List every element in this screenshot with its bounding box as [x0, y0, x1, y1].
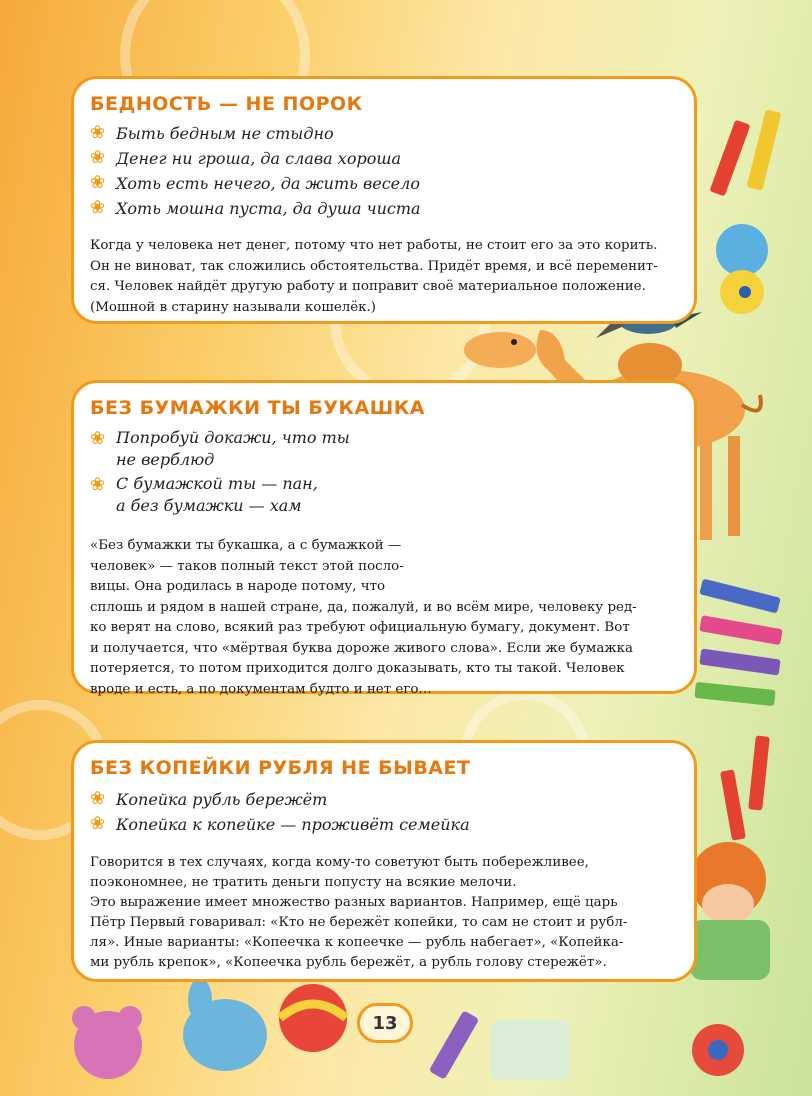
flower-icon: ❀ [90, 813, 106, 834]
proverb-list [90, 427, 676, 517]
section-title: БЕДНОСТЬ — НЕ ПОРОК [90, 93, 363, 115]
markers-illustration [429, 1010, 570, 1080]
proverb-list [90, 787, 676, 837]
proverb-item: ❀ Денег ни гроша, да слава хороша [90, 147, 402, 168]
toy-dog-illustration [183, 978, 267, 1071]
flower-icon: ❀ [90, 147, 106, 168]
explanation-text: Говорится в тех случаях, когда кому-то советуют быть побережливее, поэкономнее, не тратить деньги попусту на всякие мелочи. Это выражение имеет множество разных вариантов. Например, ещё царь Пётр Первый говаривал: «Кто не бережёт копейки, то сам не стоит и рубл- ля». Иные варианты: «Копеечка к копеечке — рубль набегает», «Копейка- ми рубль крепок», «Копеечка рубль бережёт, а рубль голову стережёт». [90, 855, 628, 970]
section-title: БЕЗ КОПЕЙКИ РУБЛЯ НЕ БЫВАЕТ [90, 757, 471, 779]
proverb-card [71, 76, 697, 324]
pencils-illustration [720, 735, 770, 840]
proverb-item: ❀ Хоть есть нечего, да жить весело [90, 172, 420, 193]
flower-icon: ❀ [90, 474, 106, 495]
toy-illustration [716, 224, 768, 314]
pencils-illustration [709, 109, 781, 196]
explanation-text: Когда у человека нет денег, потому что нет работы, не стоит его за это корить. Он не виноват, так сложились обстоятельства. Придёт время, и всё переменит- ся. Человек найдёт другую работу и поправит своё материальное положение. (Мошной в старину называли кошелёк.) [90, 238, 658, 315]
toy-car-illustration [692, 1024, 744, 1076]
teddy-bear-illustration [72, 1006, 142, 1079]
flower-icon: ❀ [90, 788, 106, 809]
proverb-item: ❀ Быть бедным не стыдно [90, 122, 334, 143]
proverb-list [90, 121, 676, 221]
flower-icon: ❀ [90, 122, 106, 143]
proverb-card [71, 740, 697, 982]
pencils-illustration [694, 579, 782, 707]
proverb-item: ❀ Попробуй докажи, что ты не верблюд [90, 428, 350, 469]
proverb-item: ❀ Копейка к копейке — проживёт семейка [90, 813, 470, 834]
proverb-item: ❀ Хоть мошна пуста, да душа чиста [90, 197, 421, 218]
proverb-item: ❀ С бумажкой ты — пан, а без бумажки — хам [90, 474, 318, 515]
proverb-item: ❀ Копейка рубль бережёт [90, 788, 328, 809]
ball-illustration [279, 984, 347, 1052]
flower-icon: ❀ [90, 428, 106, 449]
section-title: БЕЗ БУМАЖКИ ТЫ БУКАШКА [90, 397, 425, 419]
proverb-card [71, 380, 697, 697]
flower-icon: ❀ [90, 197, 106, 218]
doll-illustration [690, 842, 770, 980]
flower-icon: ❀ [90, 172, 106, 193]
explanation-text: «Без бумажки ты букашка, а с бумажкой — человек» — таков полный текст этой посло- вицы. Она родилась в народе потому, что сплошь и рядом в нашей стране, да, пожалуй, и во всём мире, человеку ред- ко верят на слово, всякий раз требуют официальную бумагу, документ. Вот и получается, что «мёртвая буква дороже живого слова». Если же бумажка потеряется, то потом приходится долго доказывать, кто ты такой. Человек вроде и есть, а по документам будто и нет его… [90, 538, 637, 697]
page-number: 13 [357, 1003, 413, 1043]
